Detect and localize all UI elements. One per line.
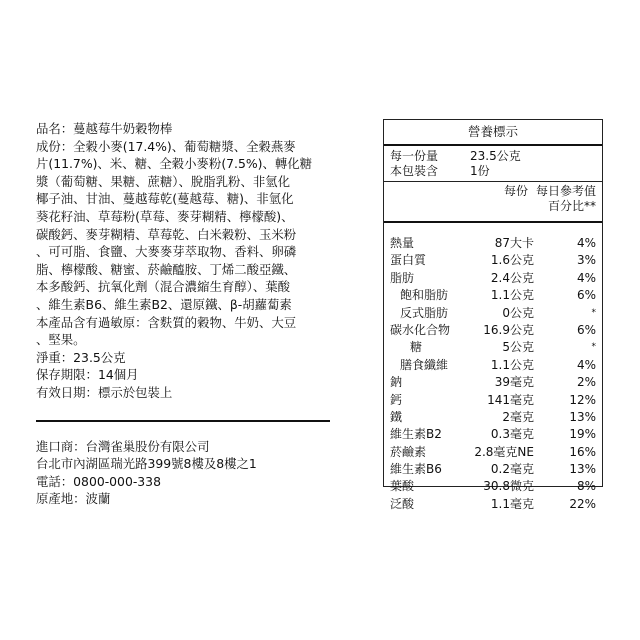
nutrient-daily-value: * xyxy=(591,342,596,353)
nutrient-daily-value: 16% xyxy=(569,444,596,459)
nutrient-daily-value: * xyxy=(591,307,596,318)
nutrient-daily-value: 19% xyxy=(569,427,596,442)
nutrient-amount: 1.1毫克 xyxy=(490,496,534,511)
nutrient-amount: 1.1公克 xyxy=(490,288,534,303)
col-daily-value xyxy=(536,184,596,218)
ingredients xyxy=(36,138,330,349)
nutrient-amount: 141毫克 xyxy=(487,392,534,407)
nutrient-daily-value: 3% xyxy=(576,253,596,268)
servings-value: 1份 xyxy=(470,164,490,178)
nutrient-amount: 0.3毫克 xyxy=(490,427,534,442)
nutrition-facts-table xyxy=(383,119,603,511)
nutrient-name: 蛋白質 xyxy=(390,253,427,268)
nutrient-daily-value: 6% xyxy=(576,322,596,337)
nutrient-amount: 0.2毫克 xyxy=(490,462,534,477)
nutrient-amount: 30.8微克 xyxy=(483,479,534,494)
servings-label: 本包裝含 xyxy=(390,164,439,178)
nutrient-name: 飽和脂肪 xyxy=(400,288,449,303)
nutrient-name: 鈉 xyxy=(390,375,403,390)
nutrient-amount: 1.6公克 xyxy=(490,253,534,268)
nutrient-name: 糖 xyxy=(410,340,423,355)
importer-address: 台北市內湖區瑞光路399號8樓及8樓之1 xyxy=(36,456,257,472)
nutrient-name: 維生素B2 xyxy=(390,427,442,442)
serving-size-label: 每一份量 xyxy=(390,149,439,163)
nutrient-name: 反式脂肪 xyxy=(400,305,449,320)
nutrient-amount: 5公克 xyxy=(502,340,534,355)
nutrient-row xyxy=(390,496,596,513)
ingredients-line: 漿（葡萄糖、果糖、蔗糖）、脫脂乳粉、非氫化 xyxy=(36,173,291,189)
nutrient-row xyxy=(390,444,596,461)
nutrient-row xyxy=(390,357,596,374)
nutrient-amount: 2.8毫克NE xyxy=(474,444,534,459)
nutrient-row xyxy=(390,478,596,495)
ingredients-line: 本產品含有過敏原：含麩質的穀物、牛奶、大豆 xyxy=(36,314,297,330)
net-weight: 淨重：23.5公克 xyxy=(36,349,126,365)
nutrient-name: 維生素B6 xyxy=(390,462,442,477)
ingredients-line: 葵花籽油、草莓粉(草莓、麥芽糊精、檸檬酸)、 xyxy=(36,208,294,224)
importer-phone: 電話：0800-000-338 xyxy=(36,473,161,489)
nutrient-name: 鐵 xyxy=(390,409,403,424)
nutrient-row xyxy=(390,339,596,356)
nutrient-daily-value: 8% xyxy=(576,479,596,494)
nutrient-row xyxy=(390,409,596,426)
nutrient-daily-value: 4% xyxy=(576,270,596,285)
col-dv-line2: 百分比** xyxy=(547,199,596,213)
nutrient-amount: 1.1公克 xyxy=(490,357,534,372)
nutrient-daily-value: 22% xyxy=(569,496,596,511)
nutrient-name: 熱量 xyxy=(390,236,415,250)
product-name: 品名：蔓越莓牛奶穀物棒 xyxy=(36,121,173,136)
nutrient-row xyxy=(390,374,596,391)
nutrient-name: 脂肪 xyxy=(390,270,415,285)
expiry-date: 有效日期：標示於包裝上 xyxy=(36,384,173,400)
nutrient-amount: 87大卡 xyxy=(494,236,534,250)
country-of-origin: 原產地：波蘭 xyxy=(36,491,111,507)
ingredients-line: 、維生素B6、維生素B2、還原鐵、β-胡蘿蔔素 xyxy=(36,296,292,312)
nutrient-row xyxy=(390,461,596,478)
nutrient-amount: 39毫克 xyxy=(494,375,534,390)
nutrient-rows xyxy=(384,223,602,513)
shelf-life: 保存期限：14個月 xyxy=(36,367,139,383)
ingredients-line: 脂、檸檬酸、糖蜜、菸鹼醯胺、丁烯二酸亞鐵、 xyxy=(36,261,297,277)
nutrient-daily-value: 6% xyxy=(576,288,596,303)
col-per-serving: 每份 xyxy=(503,184,528,198)
nutrient-daily-value: 4% xyxy=(576,357,596,372)
nutrient-daily-value: 4% xyxy=(576,236,596,250)
nutrient-name: 碳水化合物 xyxy=(390,322,451,337)
divider xyxy=(36,420,330,422)
nutrient-amount: 2.4公克 xyxy=(490,270,534,285)
nutrient-row xyxy=(390,426,596,443)
nutrient-amount: 16.9公克 xyxy=(483,322,534,337)
nutrient-amount: 0公克 xyxy=(502,305,534,320)
ingredients-line: 碳酸鈣、麥芽糊精、草莓乾、白米穀粉、玉米粉 xyxy=(36,226,297,242)
nutrition-title: 營養標示 xyxy=(384,120,602,146)
ingredients-line: 成份：全穀小麥(17.4%)、葡萄糖漿、全穀燕麥 xyxy=(36,138,296,154)
column-headers xyxy=(384,182,602,223)
nutrient-amount: 2毫克 xyxy=(502,409,534,424)
ingredients-line: 片(11.7%)、米、糖、全穀小麥粉(7.5%)、轉化糖 xyxy=(36,156,313,172)
nutrient-row xyxy=(390,252,596,269)
nutrient-daily-value: 13% xyxy=(569,409,596,424)
nutrient-name: 葉酸 xyxy=(390,479,415,494)
col-dv-line1: 每日參考值 xyxy=(535,184,596,198)
nutrient-row xyxy=(390,235,596,252)
nutrient-daily-value: 12% xyxy=(569,392,596,407)
ingredients-line: 本多酸鈣、抗氧化劑（混合濃縮生育醇）、葉酸 xyxy=(36,279,291,295)
nutrient-row xyxy=(390,270,596,287)
ingredients-line: 、可可脂、食鹽、大麥麥芽萃取物、香料、卵磷 xyxy=(36,244,297,260)
nutrient-row xyxy=(390,392,596,409)
nutrient-row xyxy=(390,322,596,339)
serving-info xyxy=(384,146,602,182)
importer-name: 進口商：台灣雀巢股份有限公司 xyxy=(36,438,210,454)
nutrient-name: 菸鹼素 xyxy=(390,444,427,459)
nutrient-name: 泛酸 xyxy=(390,496,415,511)
nutrient-row xyxy=(390,305,596,322)
nutrient-daily-value: 13% xyxy=(569,462,596,477)
serving-size-value: 23.5公克 xyxy=(470,149,521,163)
ingredients-line: 椰子油、甘油、蔓越莓乾(蔓越莓、糖)、非氫化 xyxy=(36,191,294,207)
nutrient-row xyxy=(390,287,596,304)
product-info xyxy=(36,120,330,508)
ingredients-line: 、堅果。 xyxy=(36,332,86,348)
nutrient-name: 膳食纖維 xyxy=(400,357,449,372)
nutrient-daily-value: 2% xyxy=(576,375,596,390)
nutrient-name: 鈣 xyxy=(390,392,403,407)
